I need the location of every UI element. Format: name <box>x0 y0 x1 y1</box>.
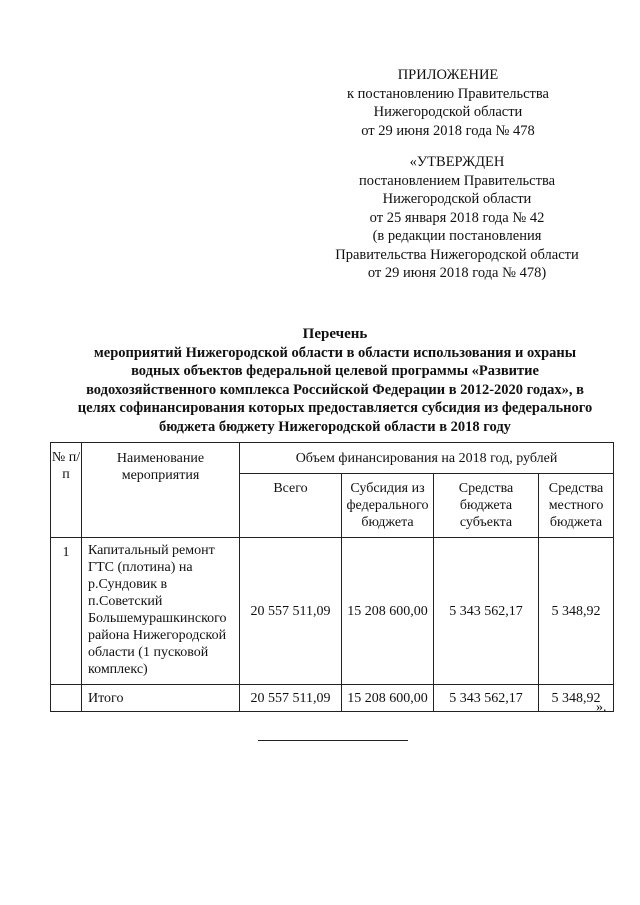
closing-quote: ». <box>596 700 607 715</box>
total-local: 5 348,92 <box>539 685 614 712</box>
total-total: 20 557 511,09 <box>240 685 342 712</box>
approval-block <box>322 153 592 283</box>
heading-line: целях софинансирования которых предоставляется субсидия из федерального <box>77 400 593 416</box>
document-heading <box>45 325 625 436</box>
row-num: 1 <box>51 538 82 685</box>
heading-line: мероприятий Нижегородской области в области использования и охраны <box>93 344 577 361</box>
approval-line: Правительства Нижегородской области <box>335 246 579 263</box>
approval-line: Нижегородской области <box>382 191 532 207</box>
header-num: № п/п <box>51 443 82 538</box>
heading-line: водных объектов федеральной целевой программы «Развитие <box>131 363 539 379</box>
row-local: 5 348,92 <box>539 538 614 685</box>
header-regional: Средства бюджета субъекта <box>434 474 539 538</box>
header-name: Наименование мероприятия <box>82 443 240 538</box>
row-total: 20 557 511,09 <box>240 538 342 685</box>
appendix-title: ПРИЛОЖЕНИЕ <box>397 67 499 83</box>
row-federal: 15 208 600,00 <box>342 538 434 685</box>
approval-line: постановлением Правительства <box>358 172 556 189</box>
appendix-block <box>330 66 566 140</box>
header-financing: Объем финансирования на 2018 год, рублей <box>240 443 614 474</box>
table-row <box>51 538 614 685</box>
header-federal: Субсидия из федерального бюджета <box>342 474 434 538</box>
row-name: Капитальный ремонт ГТС (плотина) на р.Сундовик в п.Советский Большемурашкинского района Нижегородской области (1 пусковой комплекс) <box>82 538 240 685</box>
table-header-row <box>51 443 614 474</box>
heading-title: Перечень <box>302 326 368 342</box>
heading-line: водохозяйственного комплекса Российской Федерации в 2012-2020 годах», в <box>86 381 584 398</box>
heading-line: бюджета бюджету Нижегородской области в 2018 году <box>159 418 511 435</box>
header-local: Средства местного бюджета <box>539 474 614 538</box>
appendix-line: Нижегородской области <box>373 104 523 120</box>
separator-line <box>258 740 408 741</box>
financing-table <box>50 442 614 712</box>
row-regional: 5 343 562,17 <box>434 538 539 685</box>
approval-line: (в редакции постановления <box>372 228 542 244</box>
approval-title: «УТВЕРЖДЕН <box>409 154 505 170</box>
appendix-line: к постановлению Правительства <box>347 85 549 102</box>
header-total: Всего <box>240 474 342 538</box>
approval-line: от 29 июня 2018 года № 478) <box>367 265 547 281</box>
total-num-empty <box>51 685 82 712</box>
total-regional: 5 343 562,17 <box>434 685 539 712</box>
appendix-date: от 29 июня 2018 года № 478 <box>361 122 535 139</box>
approval-date: от 25 января 2018 года № 42 <box>369 209 545 226</box>
total-federal: 15 208 600,00 <box>342 685 434 712</box>
total-label: Итого <box>82 685 240 712</box>
table-total-row <box>51 685 614 712</box>
